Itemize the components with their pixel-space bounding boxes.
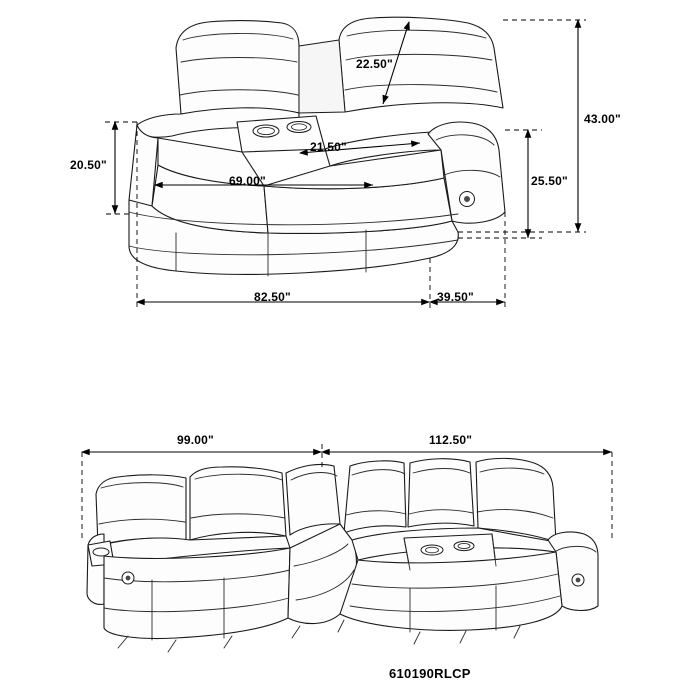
dimension-label-overall-height: 43.00": [584, 112, 621, 126]
dimension-label-left-section-width: 99.00": [177, 433, 214, 447]
sectional-illustration: [87, 458, 598, 652]
dimension-label-recliner-extension: 39.50": [437, 290, 474, 304]
dimension-label-overall-width: 82.50": [254, 290, 291, 304]
dimension-label-arm-height: 20.50": [70, 158, 107, 172]
dimension-label-seating-width: 69.00": [229, 174, 266, 188]
dimension-label-seat-back-width: 22.50": [356, 57, 393, 71]
dimension-label-seat-height: 25.50": [531, 174, 568, 188]
dimension-label-right-section-width: 112.50": [429, 433, 473, 447]
model-number-label: 610190RLCP: [389, 666, 471, 681]
dimension-label-seat-depth: 21.50": [310, 140, 347, 154]
